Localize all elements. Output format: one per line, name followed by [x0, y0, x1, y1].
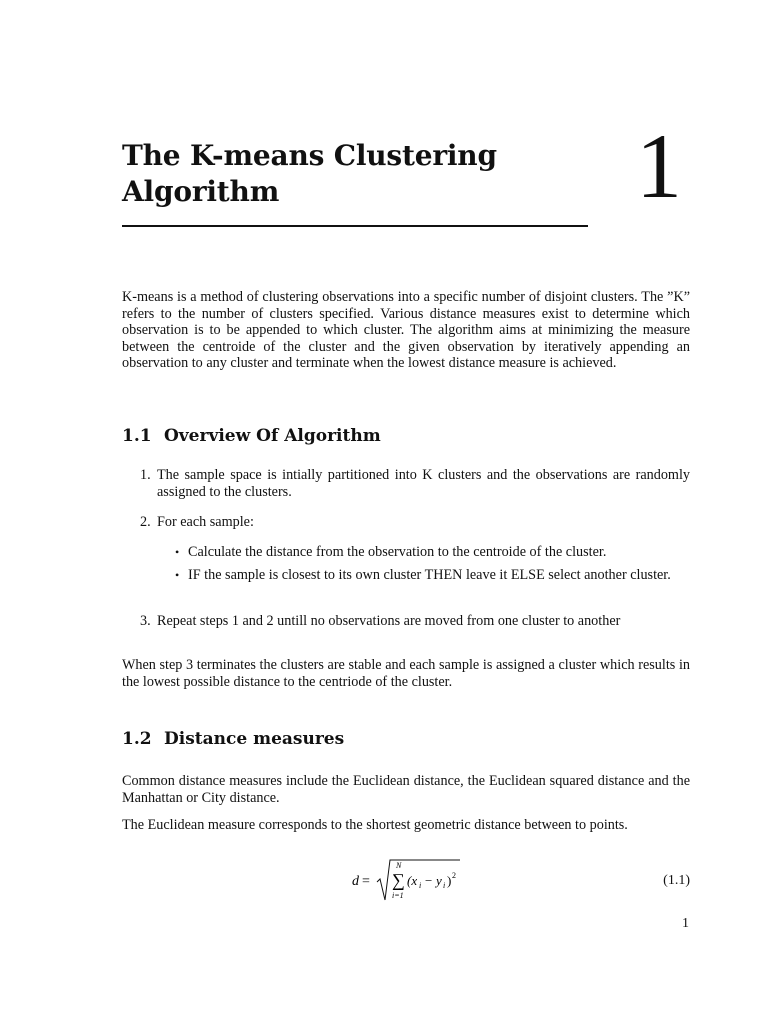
eq-power: 2 [452, 871, 456, 880]
bullet-text: Calculate the distance from the observation to the centroide of the cluster. [188, 544, 607, 560]
list-marker: 3. [140, 613, 151, 629]
bullet-text: IF the sample is closest to its own cluster THEN leave it ELSE select another cluster. [188, 567, 671, 583]
list-item-text: Repeat steps 1 and 2 untill no observations are moved from one cluster to another [157, 613, 621, 629]
section-heading-1-1 [122, 425, 381, 447]
equation-formula [352, 856, 472, 906]
chapter-rule [122, 225, 588, 227]
section-heading-1-2 [122, 728, 344, 750]
eq-sub-i: i [419, 881, 422, 890]
list-marker: 2. [140, 514, 151, 530]
chapter-title-line1: The K-means Clustering [122, 139, 497, 172]
bullet-icon: • [175, 545, 180, 559]
eq-minus: − [425, 873, 433, 888]
section-title: Distance measures [164, 729, 345, 749]
eq-y: y [436, 873, 442, 888]
sum-lower: i=1 [392, 891, 404, 900]
eq-sub-i2: i [443, 881, 446, 890]
section-number: 1.2 [122, 729, 152, 749]
bullet-icon: • [175, 568, 180, 582]
eq-close: ) [447, 873, 452, 888]
section-number: 1.1 [122, 426, 152, 446]
list-marker: 1. [140, 467, 151, 483]
sum-symbol: ∑ [392, 870, 405, 890]
section-title: Overview Of Algorithm [164, 426, 381, 446]
closing-paragraph: When step 3 terminates the clusters are stable and each sample is assigned a cluster which results in the lowest possible distance to the centriode of the cluster. [122, 657, 690, 690]
list-item-text: The sample space is intially partitioned into K clusters and the observations are randomly assigned to the clusters. [157, 467, 690, 500]
list-item-text: For each sample: [157, 514, 254, 530]
chapter-number: 1 [636, 115, 682, 217]
equation-1-1 [122, 856, 690, 906]
eq-equals: = [362, 874, 370, 889]
intro-paragraph: K-means is a method of clustering observations into a specific number of disjoint clusters. The ”K” refers to the number of clusters specified. Various distance measures exist to determine which observation is to be appended to which cluster. The algorithm aims at minimizing the measure between the centroide of the cluster and the given observation by iteratively appending an observation to any cluster and terminate when the lowest distance measure is achieved. [122, 289, 690, 371]
eq-body-open: (x [407, 873, 418, 888]
chapter-title [122, 138, 562, 210]
equation-number: (1.1) [663, 873, 690, 888]
distance-paragraph-2: The Euclidean measure corresponds to the shortest geometric distance between to points. [122, 817, 628, 833]
chapter-title-line2: Algorithm [122, 175, 280, 208]
page-number: 1 [682, 916, 689, 931]
distance-paragraph-1: Common distance measures include the Euclidean distance, the Euclidean squared distance and the Manhattan or City distance. [122, 773, 690, 806]
sum-upper: N [396, 861, 402, 870]
eq-lhs: d [352, 874, 359, 889]
